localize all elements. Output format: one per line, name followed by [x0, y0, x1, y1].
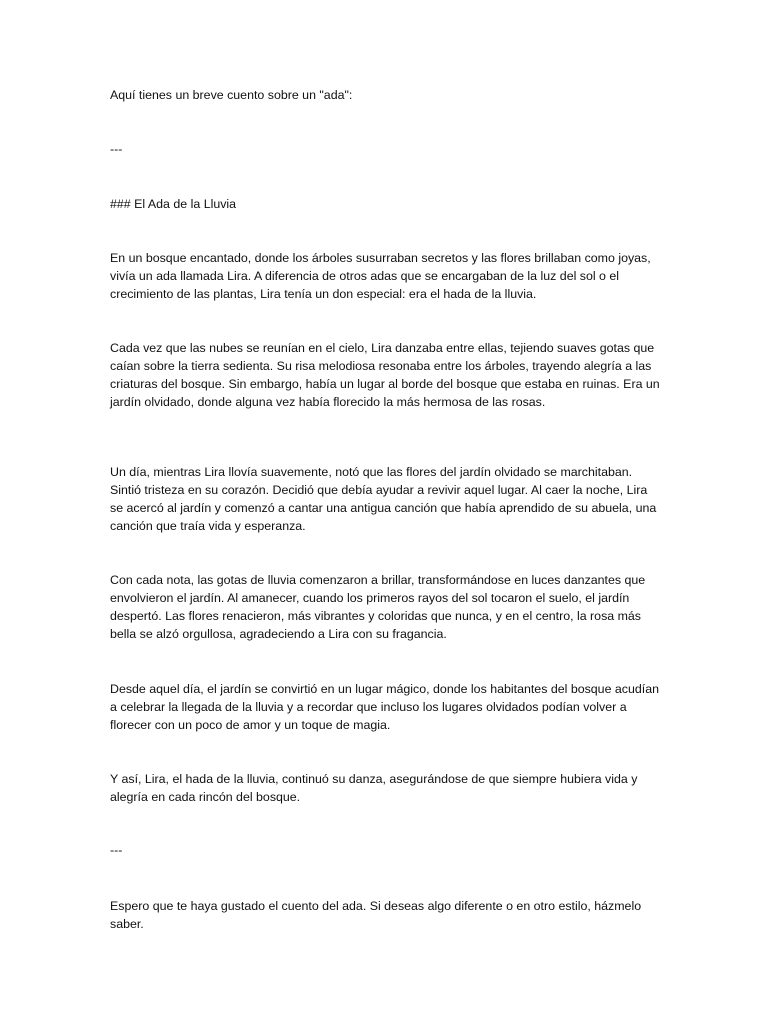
separator-top: --- — [110, 142, 123, 156]
paragraph-5: Desde aquel día, el jardín se convirtió en un lugar mágico, donde los habitantes del bosque acudían a celebrar la llegada de la lluvia y a recordar que incluso los lugares olvidados podían volver a florecer con un poco de amor y un toque de magia. — [110, 682, 659, 732]
separator-bottom: --- — [110, 843, 123, 857]
closing-line: Espero que te haya gustado el cuento del ada. Si deseas algo diferente o en otro estilo, házmelo saber. — [110, 899, 642, 931]
paragraph-3: Un día, mientras Lira llovía suavemente, notó que las flores del jardín olvidado se marchitaban. Sintió tristeza en su corazón. Decidió que debía ayudar a revivir aquel lugar. Al caer la noche, Lira se acercó al jardín y comenzó a cantar una antigua canción que había aprendido de su abuela, una canción que traía vida y esperanza. — [110, 465, 657, 533]
paragraph-1: En un bosque encantado, donde los árboles susurraban secretos y las flores brillaban como joyas, vivía un ada llamada Lira. A diferencia de otros adas que se encargaban de la luz del sol o el crecimiento de las plantas, Lira tenía un don especial: era el hada de la lluvia. — [110, 251, 651, 301]
story-heading: ### El Ada de la Lluvia — [110, 197, 237, 211]
paragraph-4: Con cada nota, las gotas de lluvia comenzaron a brillar, transformándose en luces danzantes que envolvieron el jardín. Al amanecer, cuando los primeros rayos del sol tocaron el suelo, el jardín despertó. Las flores renacieron, más vibrantes y coloridas que nunca, y en el centro, la rosa más bella se alzó orgullosa, agradeciendo a Lira con su fragancia. — [110, 573, 646, 641]
paragraph-6: Y así, Lira, el hada de la lluvia, continuó su danza, asegurándose de que siempre hubiera vida y alegría en cada rincón del bosque. — [110, 772, 638, 804]
intro-line: Aquí tienes un breve cuento sobre un "ada": — [110, 88, 353, 102]
paragraph-2: Cada vez que las nubes se reunían en el cielo, Lira danzaba entre ellas, tejiendo suaves gotas que caían sobre la tierra sedienta. Su risa melodiosa resonaba entre los árboles, trayendo alegría a las criaturas del bosque. Sin embargo, había un lugar al borde del bosque que estaba en ruinas. Era un jardín olvidado, donde alguna vez había florecido la más hermosa de las rosas. — [110, 341, 660, 409]
